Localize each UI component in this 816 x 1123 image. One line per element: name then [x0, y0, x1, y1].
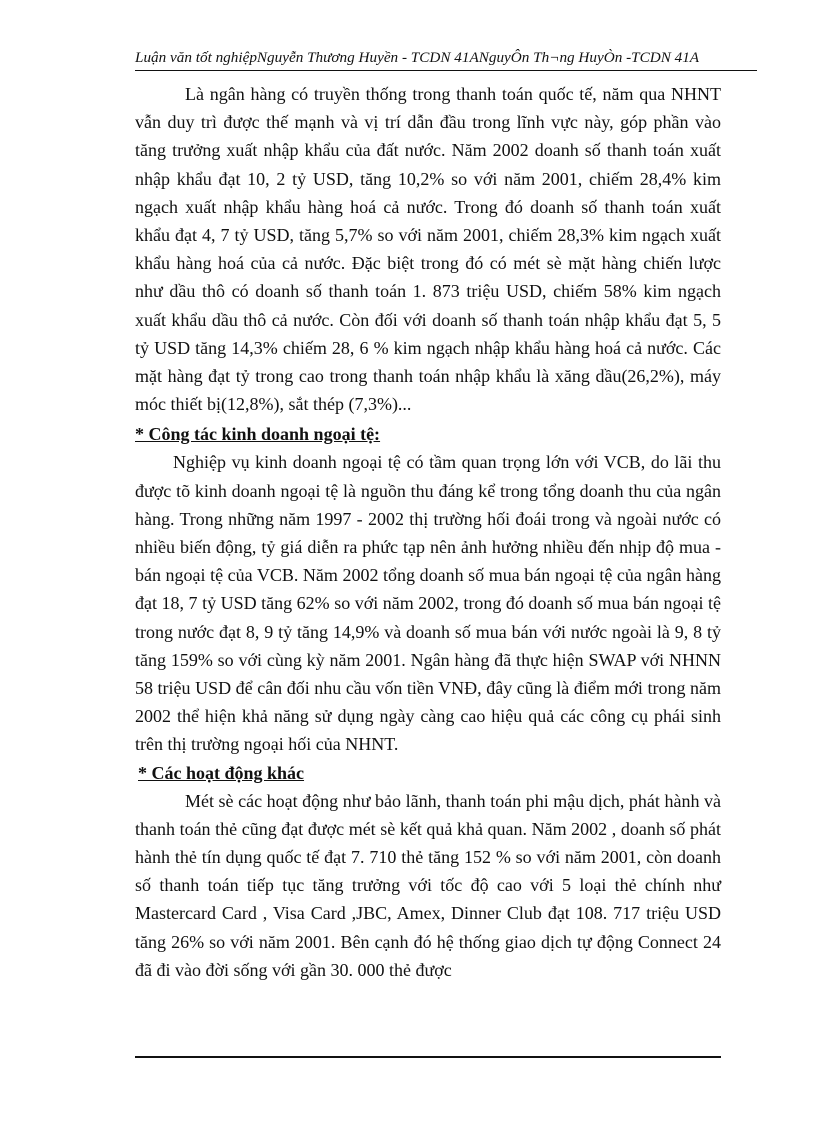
header-rule — [135, 70, 757, 71]
footer-rule — [135, 1056, 721, 1058]
paragraph-other-activities: Mét sè các hoạt động như bảo lãnh, thanh toán phi mậu dịch, phát hành và thanh toán thẻ cũng đạt được mét sè kết quả khả quan. Năm 2002 , doanh số phát hành thẻ tín dụng quốc tế đạt 7. 710 thẻ tăng 152 % so với năm 2001, còn doanh số thanh toán tiếp tục tăng trưởng với tốc độ cao với 5 loại thẻ chính như Mastercard Card , Visa Card ,JBC, Amex, Dinner Club đạt 108. 717 triệu USD tăng 26% so với năm 2001. Bên cạnh đó hệ thống giao dịch tự động Connect 24 đã đi vào đời sống với gần 30. 000 thẻ được — [135, 790, 721, 980]
section-heading-other-activities: * Các hoạt động khác — [138, 762, 305, 783]
paragraph-international-payment: Là ngân hàng có truyền thống trong thanh toán quốc tế, năm qua NHNT vẫn duy trì được thế mạnh và vị trí dẫn đầu trong lĩnh vực này, góp phần vào tăng trưởng xuất nhập khẩu của đất nước. Năm 2002 doanh số thanh toán xuất nhập khẩu đạt 10, 2 tỷ USD, tăng 10,2% so với năm 2001, chiếm 28,4% kim ngạch xuất nhập khẩu hàng hoá cả nước. Trong đó doanh số thanh toán xuất khẩu đạt 4, 7 tỷ USD, tăng 5,7% so với năm 2001, chiếm 28,3% kim ngạch xuất khẩu hàng hoá của cả nước. Đặc biệt trong đó có mét sè mặt hàng chiến lược như dầu thô có doanh số thanh toán 1. 873 triệu USD, chiếm 58% kim ngạch xuất khẩu dầu thô cả nước. Còn đối với doanh số thanh toán nhập khẩu đạt 5, 5 tỷ USD tăng 14,3% chiếm 28, 6 % kim ngạch nhập khẩu hàng hoá cả nước. Các mặt hàng đạt tỷ trong cao trong thanh toán nhập khẩu là xăng dầu(26,2%), máy móc thiết bị(12,8%), sắt thép (7,3%)... — [135, 84, 721, 415]
paragraph-foreign-exchange: Nghiệp vụ kinh doanh ngoại tệ có tầm quan trọng lớn với VCB, do lãi thu được tõ kinh doanh ngoại tệ là nguồn thu đáng kể trong tổng doanh thu của ngân hàng. Trong những năm 1997 - 2002 thị trường hối đoái trong và ngoài nước có nhiều biến động, tỷ giá diễn ra phức tạp nên ảnh hưởng nhiều đến nhịp độ mua - bán ngoại tệ của VCB. Năm 2002 tổng doanh số mua bán ngoại tệ của ngân hàng đạt 18, 7 tỷ USD tăng 62% so với năm 2002, trong đó doanh số mua bán ngoại tệ trong nước đạt 8, 9 tỷ tăng 14,9% và doanh số mua bán với nước ngoài là 9, 8 tỷ tăng 159% so với cùng kỳ năm 2001. Ngân hàng đã thực hiện SWAP với NHNN 58 triệu USD để cân đối nhu cầu vốn tiền VNĐ, đây cũng là điểm mới trong năm 2002 thể hiện khả năng sử dụng ngày càng cao hiệu quả các công cụ phái sinh trên thị trường ngoại hối của NHNT. — [135, 452, 721, 755]
running-header: Luận văn tốt nghiệpNguyễn Thương Huyền - TCDN 41ANguyÔn Th¬ng HuyÒn -TCDN 41A — [135, 49, 700, 66]
page-body — [135, 80, 721, 984]
section-heading-foreign-exchange: * Công tác kinh doanh ngoại tệ: — [135, 424, 381, 445]
